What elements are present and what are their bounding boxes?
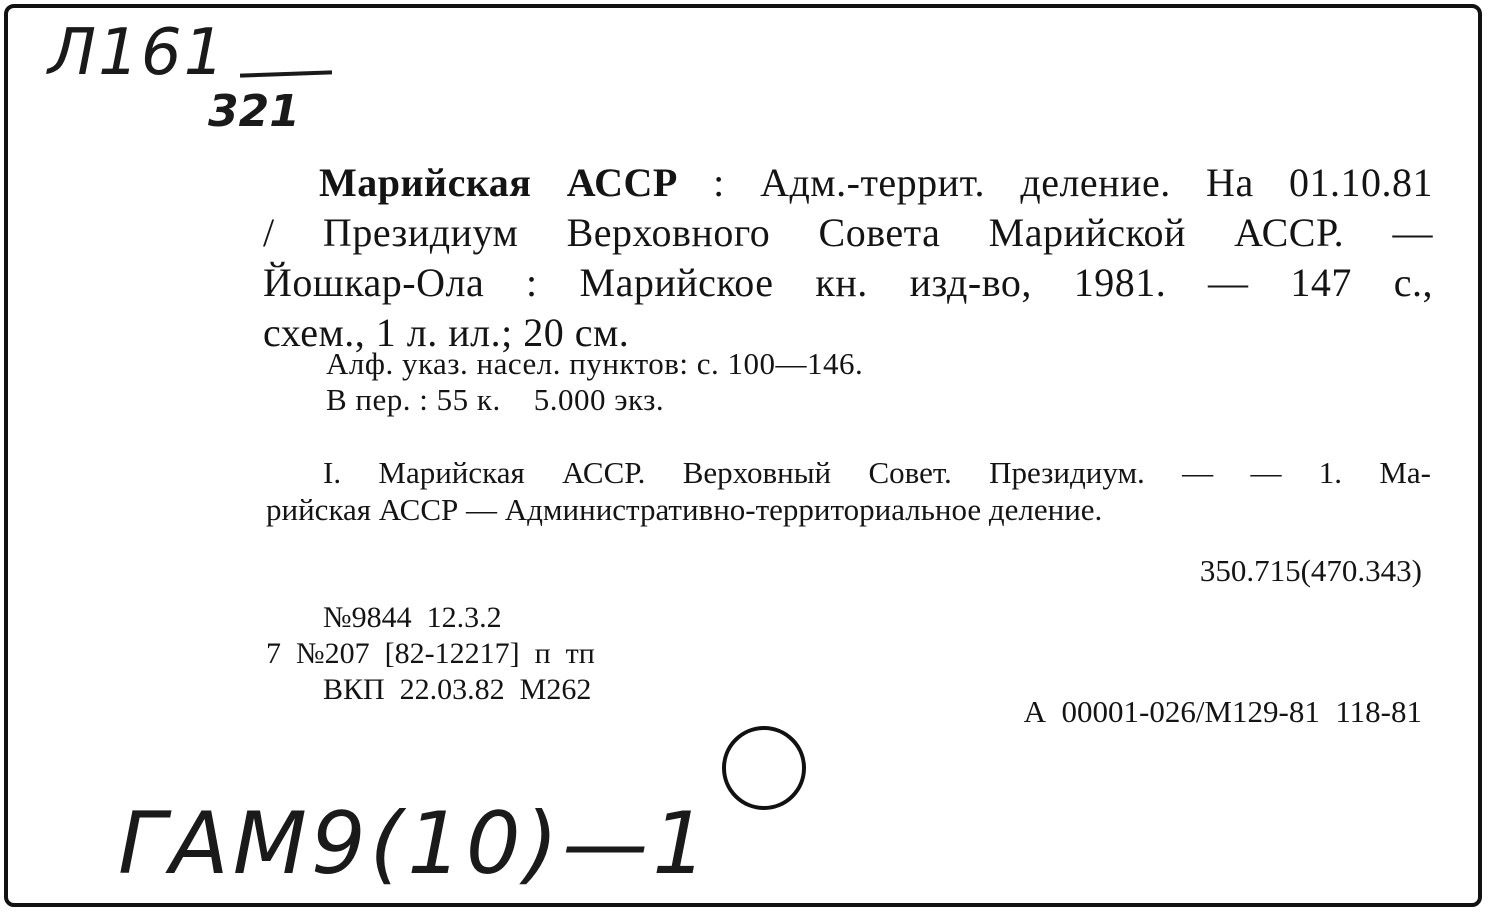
shelf-mark-divider xyxy=(240,70,332,77)
card-title: Марийская АССР xyxy=(319,160,678,205)
subject-line-1: I. Марийская АССР. Верховный Совет. Президиум. — — 1. Ма- xyxy=(323,455,1431,490)
description-line-2: / Президиум Верховного Совета Марийской АССР. — xyxy=(263,210,1433,255)
print-info-line-3: ВКП 22.03.82 М262 xyxy=(323,673,592,706)
description-line-1: Марийская АССР : Адм.-террит. деление. На 01.10.81 xyxy=(319,160,1434,205)
catalog-card xyxy=(4,4,1482,907)
stock-number: А 00001-026/М129-81 118-81 xyxy=(1023,694,1422,729)
classification-number: 350.715(470.343) xyxy=(1199,553,1422,588)
print-info-line-2: 7 №207 [82-12217] п тп xyxy=(266,637,595,670)
card-hole-ring xyxy=(722,726,806,810)
index-note: Алф. указ. насел. пунктов: с. 100—146. xyxy=(326,346,864,381)
bibliographic-description xyxy=(263,158,1433,358)
subject-headings xyxy=(266,454,1431,528)
description-line-3: Йошкар-Ола : Марийское кн. изд-во, 1981. — 147 с., xyxy=(263,260,1433,305)
subject-line-2: рийская АССР — Административно-территориальное деление. xyxy=(266,492,1103,527)
handwritten-call-number: ГАМ9(10)—1 xyxy=(118,794,711,894)
print-info-line-1: №9844 12.3.2 xyxy=(323,601,502,634)
handwritten-shelf-sub: 321 xyxy=(208,86,300,137)
price-note: В пер. : 55 к. 5.000 экз. xyxy=(326,382,665,417)
notes-block xyxy=(326,346,863,418)
print-info-block xyxy=(266,600,595,708)
description-line-4: схем., 1 л. ил.; 20 см. xyxy=(263,310,630,355)
handwritten-shelf-mark: Л161 xyxy=(48,16,227,90)
